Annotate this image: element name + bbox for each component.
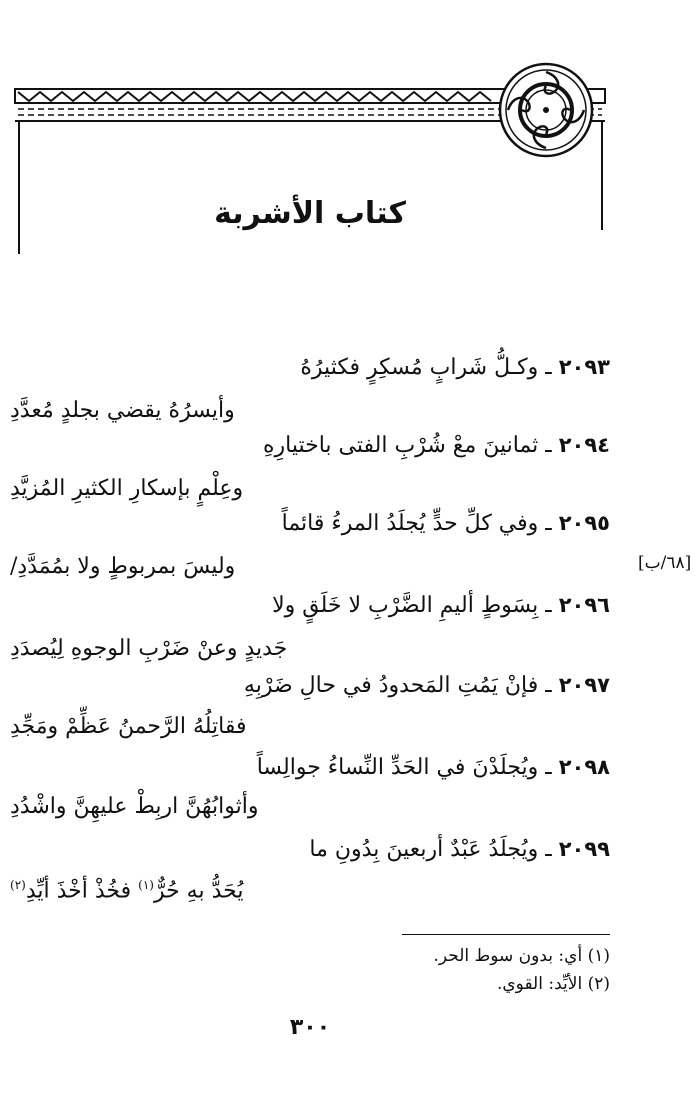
verse-text: يُحَدُّ بهِ حُرٌّ: [153, 878, 244, 904]
footnote-ref: (٢): [10, 878, 26, 892]
verse-number: ٢٠٩٣: [558, 355, 610, 379]
verse-text: ـ وفي كلِّ حدٍّ يُجلَدُ المرءُ قائماً: [281, 511, 552, 536]
verse-line-first: [300, 352, 610, 383]
verse-line-first: [244, 670, 610, 701]
verse-line-first: [263, 430, 610, 461]
verse-line-first: [272, 590, 610, 621]
footnote-text: أي: بدون سوط الحر.: [433, 946, 583, 966]
verse-line-second: وأيسرُهُ يقضي بجلدٍ مُعدَّدِ: [10, 398, 235, 423]
verse-line-second: جَديدٍ وعنْ ضَرْبِ الوجوهِ لِيُصدَدِ: [10, 636, 288, 661]
verse-text: ـ وكـلُّ شَرابٍ مُسكِرٍ فكثيرُهُ: [300, 355, 552, 380]
verse-line-second: وأثوابُهُنَّ اربِطْ عليهِنَّ واشْدُدِ: [10, 794, 259, 819]
verse-line-second: [10, 870, 243, 906]
verse-number: ٢٠٩٦: [558, 593, 610, 617]
chapter-title: كتاب الأشربة: [214, 196, 406, 231]
verse-line-first: [282, 508, 610, 539]
footnote: [433, 946, 610, 966]
zigzag-pattern: [18, 92, 491, 101]
medallion-ornament-icon: [498, 62, 594, 158]
verse-text: ـ فإنْ يَمُتِ المَحدودُ في حالِ ضَرْبِهِ: [243, 673, 552, 698]
margin-folio-note: [٦٨/ب]: [638, 553, 692, 573]
verse-line-second: وعِلْمٍ بإسكارِ الكثيرِ المُزيَّدِ: [10, 476, 244, 501]
verse-line-first: [257, 752, 610, 783]
verse-line-first: [309, 834, 610, 865]
footnote: [497, 974, 610, 994]
footnote-separator: [402, 934, 610, 935]
page-number: ٣٠٠: [289, 1015, 331, 1040]
footnote-ref: (١): [138, 878, 154, 892]
footnote-marker: (١): [587, 946, 610, 966]
verse-line-second: فقاتِلُهُ الرَّحمنُ عَظِّمْ ومَجِّدِ: [10, 714, 247, 739]
verse-number: ٢٠٩٥: [558, 511, 610, 535]
footnote-text: الأيِّد: القوي.: [496, 974, 583, 994]
verse-number: ٢٠٩٧: [558, 673, 610, 697]
verse-text: ـ بِسَوطٍ أليمِ الضَّرْبِ لا خَلَقٍ ولا: [272, 593, 552, 618]
verse-number: ٢٠٩٨: [558, 755, 610, 779]
verse-number: ٢٠٩٩: [558, 837, 610, 861]
frame-left-border: [18, 122, 20, 254]
verse-text: ـ ثمانينَ معْ شُرْبِ الفتى باختيارِهِ: [263, 433, 552, 458]
verse-text: ـ ويُجلَدُ عَبْدٌ أربعينَ بِدُونِ ما: [309, 837, 552, 862]
verse-text: فخُذْ أخْذَ أيِّدِ: [25, 878, 139, 904]
verse-text: ـ ويُجلَدْنَ في الحَدِّ النِّساءُ جوالِساً: [256, 755, 552, 780]
verse-line-second: وليسَ بمربوطٍ ولا بمُمَدَّدِ/: [10, 554, 236, 579]
footnote-marker: (٢): [587, 974, 610, 994]
verse-number: ٢٠٩٤: [558, 433, 610, 457]
